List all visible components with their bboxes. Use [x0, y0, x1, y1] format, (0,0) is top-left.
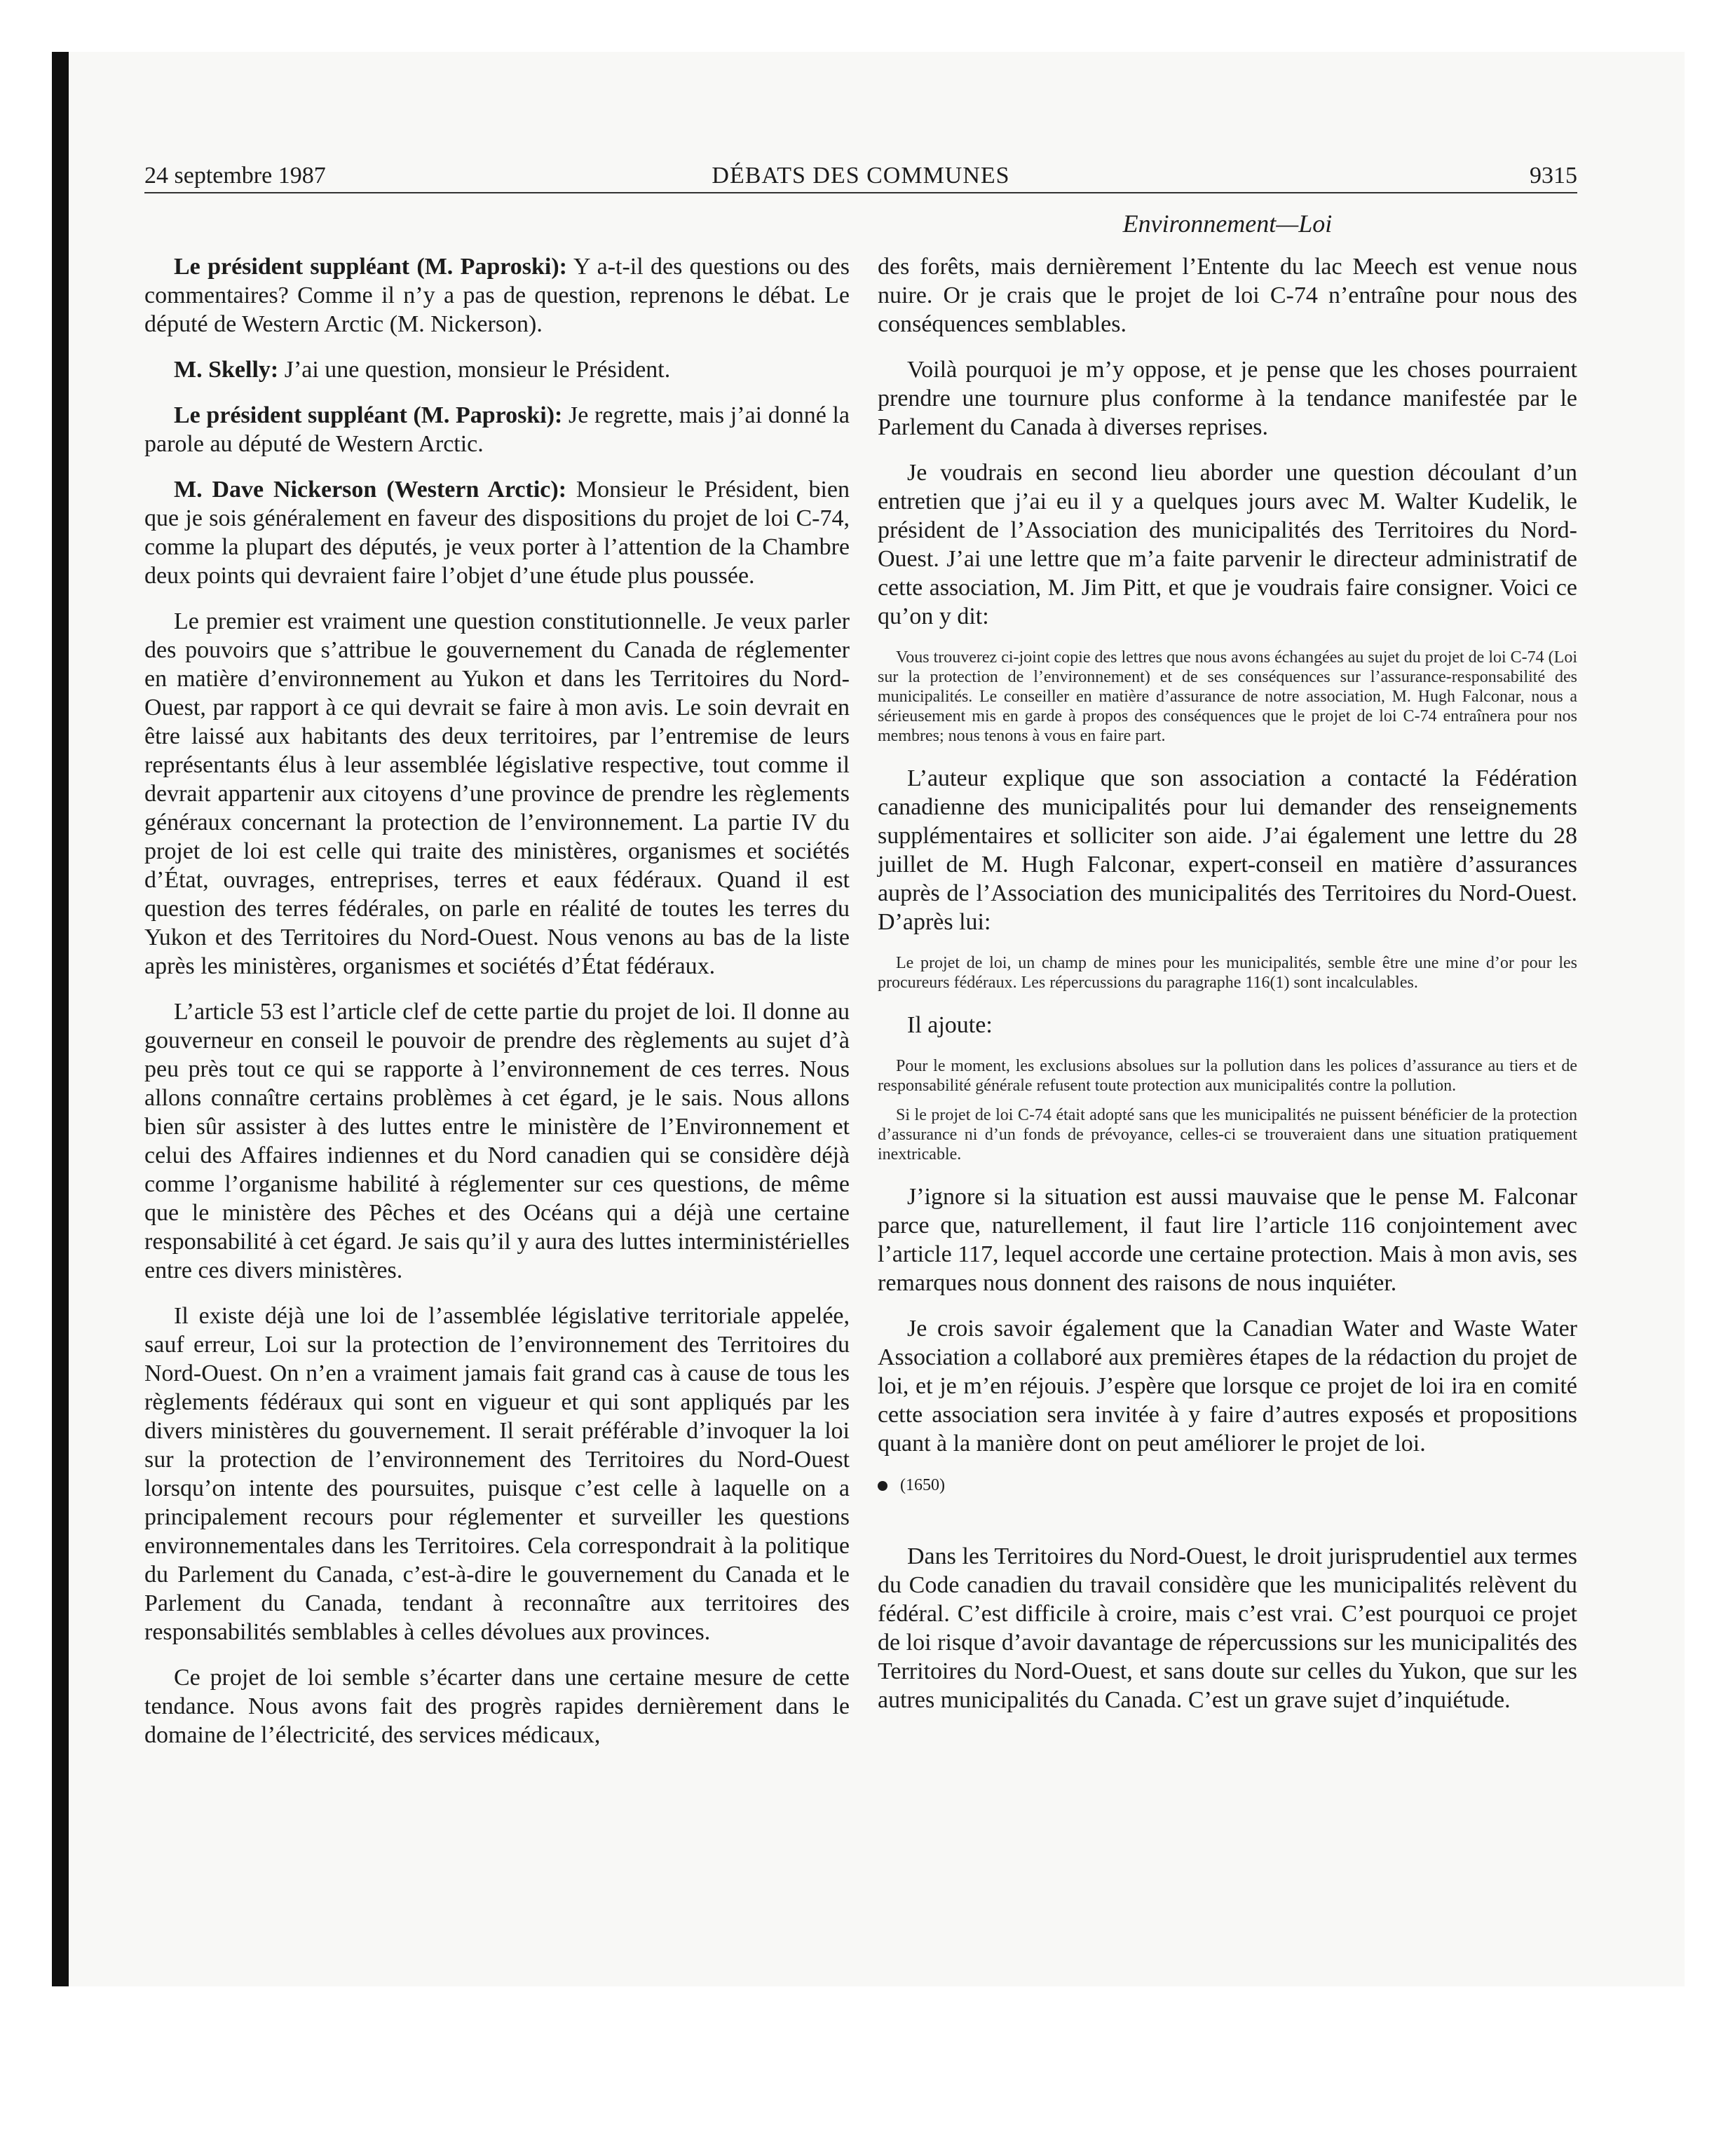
page-header	[144, 160, 1577, 193]
body-paragraph: Il ajoute:	[907, 1012, 993, 1038]
body-paragraph: J’ignore si la situation est aussi mauvaise que le pense M. Falconar parce que, naturellement, il faut lire l’article 116 conjointement avec l’article 117, lequel accorde une certaine protection. Mais à mon avis, ses remarques nous donnent des raisons de nous inquiéter.	[878, 1184, 1577, 1296]
quote-paragraph: Si le projet de loi C-74 était adopté sans que les municipalités ne puissent bénéficier de la protection d’assurance ni d’un fonds de prévoyance, celles-ci se trouveraient dans une situation pratiquement inextricable.	[878, 1106, 1577, 1164]
scan-edge-bar	[52, 52, 69, 1986]
header-title: DÉBATS DES COMMUNES	[712, 163, 1010, 189]
body-paragraph: Dans les Territoires du Nord-Ouest, le droit jurisprudentiel aux termes du Code canadien du travail considère que les municipalités relèvent du fédéral. C’est difficile à croire, mais c’est vrai. C’est pourquoi ce projet de loi risque d’avoir davantage de répercussions sur les municipalités des Territoires du Nord-Ouest, et sans doute sur celles du Yukon, que sur les autres municipalités du Canada. C’est un grave sujet d’inquiétude.	[878, 1543, 1577, 1713]
page-number: 9315	[1530, 163, 1577, 189]
quote-paragraph: Pour le moment, les exclusions absolues sur la pollution dans les polices d’assurance au tiers et de responsabilité générale refusent toute protection aux municipalités contre la pollution.	[878, 1057, 1577, 1095]
body-paragraph: Je voudrais en second lieu aborder une question découlant d’un entretien que j’ai eu il y a quelques jours avec M. Walter Kudelik, le président de l’Association des municipalités des Territoires du Nord-Ouest. J’ai une lettre que m’a faite parvenir le directeur administratif de cette association, M. Jim Pitt, et que je voudrais faire consigner. Voici ce qu’on y dit:	[878, 460, 1577, 629]
speech-text: Je regrette, mais j’ai donné la parole au député de Western Arctic.	[144, 402, 850, 457]
quote-paragraph: Vous trouverez ci-joint copie des lettres que nous avons échangées au sujet du projet de loi C-74 (Loi sur la protection de l’environnement) et de ses conséquences sur l’assurance-responsabilité des municipalités. Le conseiller en matière d’assurance de notre association, M. Hugh Falconar, nous a sérieusement mis en garde à propos des conséquences que le projet de loi C-74 entraînera pour nos membres; nous tenons à vous en faire part.	[878, 648, 1577, 745]
body-paragraph: Il existe déjà une loi de l’assemblée législative territoriale appelée, sauf erreur, Loi sur la protection de l’environnement des Territoires du Nord-Ouest. On n’en a vraiment jamais fait grand cas à cause de tous les règlements fédéraux qui sont en vigueur et qui sont appliqués par les divers ministères du gouvernement. Il serait préférable d’invoquer la loi sur la protection de l’environnement des Territoires du Nord-Ouest lorsqu’on intente des poursuites, puisque c’est celle à laquelle on a principalement recours pour réglementer et surveiller les questions environnementales dans les Territoires. Cela correspondrait à la politique du Parlement du Canada, c’est-à-dire le gouvernement du Canada et le Parlement du Canada, tendant à reconnaître aux territoires des responsabilités semblables à celles dévolues aux provinces.	[144, 1303, 850, 1645]
speech-paragraph	[144, 475, 850, 590]
body-paragraph: des forêts, mais dernièrement l’Entente du lac Meech est venue nous nuire. Or je crais que le projet de loi C-74 n’entraîne pour nous des conséquences semblables.	[878, 254, 1577, 337]
speaker-name: Le président suppléant (M. Paproski):	[174, 402, 563, 428]
body-paragraph: Je crois savoir également que la Canadian Water and Waste Water Association a collaboré aux premières étapes de la rédaction du projet de loi, et je m’en réjouis. J’espère que lorsque ce projet de loi ira en comité cette association sera invitée à y faire d’autres exposés et propositions quant à la manière dont on peut améliorer le projet de loi.	[878, 1316, 1577, 1456]
bullet-icon	[878, 1481, 887, 1491]
speech-text: Y a-t-il des questions ou des commentaires? Comme il n’y a pas de question, reprenons le débat. Le député de Western Arctic (M. Nickerson).	[144, 254, 850, 337]
speech-text: Monsieur le Président, bien que je sois généralement en faveur des dispositions du projet de loi C-74, comme la plupart des députés, je veux porter à l’attention de la Chambre deux points qui devraient faire l’objet d’une étude plus poussée.	[144, 477, 850, 589]
letter-quote	[878, 953, 1577, 992]
body-paragraph: Le premier est vraiment une question constitutionnelle. Je veux parler des pouvoirs que s’attribue le gouvernement du Canada de réglementer en matière d’environnement au Yukon et dans les Territoires du Nord-Ouest, par rapport à ce qui devrait se faire à mon avis. Le soin devrait en être laissé aux habitants des deux territoires, par l’entremise de leurs représentants élus à leur assemblée législative respective, tout comme il devrait appartenir aux citoyens d’une province de prendre les règlements généraux concernant la protection de l’environnement. La partie IV du projet de loi est celle qui traite des ministères, organismes et sociétés d’État, ouvrages, entreprises, terres et eaux fédéraux. Quand il est question des terres fédérales, on parle en réalité de toutes les terres du Yukon et des Territoires du Nord-Ouest. Nous venons au bas de la liste après les ministères, organismes et sociétés d’État fédéraux.	[144, 608, 850, 979]
body-paragraph: L’article 53 est l’article clef de cette partie du projet de loi. Il donne au gouverneur en conseil le pouvoir de prendre des règlements au sujet d’à peu près tout ce qui se rapporte à l’environnement de ces terres. Nous allons connaître certains problèmes à cet égard, je le sais. Nous allons bien sûr assister à des luttes entre le ministère de l’Environnement et celui des Affaires indiennes et du Nord canadien qui se considère déjà comme l’organisme habilité à réglementer sur ces questions, de même que le ministère des Pêches et des Océans qui a déjà une certaine responsabilité à cet égard. Je sais qu’il y aura des luttes interministérielles entre ces divers ministères.	[144, 999, 850, 1283]
quote-paragraph: Le projet de loi, un champ de mines pour les municipalités, semble être une mine d’or pour les procureurs fédéraux. Les répercussions du paragraphe 116(1) sont incalculables.	[878, 954, 1577, 992]
speech-text: J’ai une question, monsieur le Président.	[278, 357, 671, 383]
letter-quote	[878, 1056, 1577, 1164]
body-paragraph: Voilà pourquoi je m’y oppose, et je pense que les choses pourraient prendre une tournure plus conforme à la tendance manifestée par le Parlement du Canada à diverses reprises.	[878, 357, 1577, 440]
speaker-name: M. Skelly:	[174, 357, 279, 383]
time-marker-text: (1650)	[900, 1476, 945, 1494]
header-date: 24 septembre 1987	[144, 163, 326, 189]
time-marker	[878, 1475, 1577, 1496]
speaker-name: Le président suppléant (M. Paproski):	[174, 254, 567, 280]
left-column	[144, 252, 850, 1766]
right-column	[878, 252, 1577, 1731]
letter-quote	[878, 648, 1577, 746]
speaker-name: M. Dave Nickerson (Western Arctic):	[174, 477, 567, 503]
speech-paragraph	[144, 252, 850, 339]
section-title: Environnement—Loi	[1122, 210, 1333, 238]
speech-paragraph	[144, 355, 850, 384]
body-paragraph: L’auteur explique que son association a contacté la Fédération canadienne des municipalités pour lui demander des renseignements supplémentaires et solliciter son aide. J’ai également une lettre du 28 juillet de M. Hugh Falconar, expert-conseil en matière d’assurances auprès de l’Association des municipalités des Territoires du Nord-Ouest. D’après lui:	[878, 765, 1577, 935]
speech-paragraph	[144, 401, 850, 458]
body-paragraph: Ce projet de loi semble s’écarter dans une certaine mesure de cette tendance. Nous avons fait des progrès rapides dernièrement dans le domaine de l’électricité, des services médicaux,	[144, 1665, 850, 1748]
